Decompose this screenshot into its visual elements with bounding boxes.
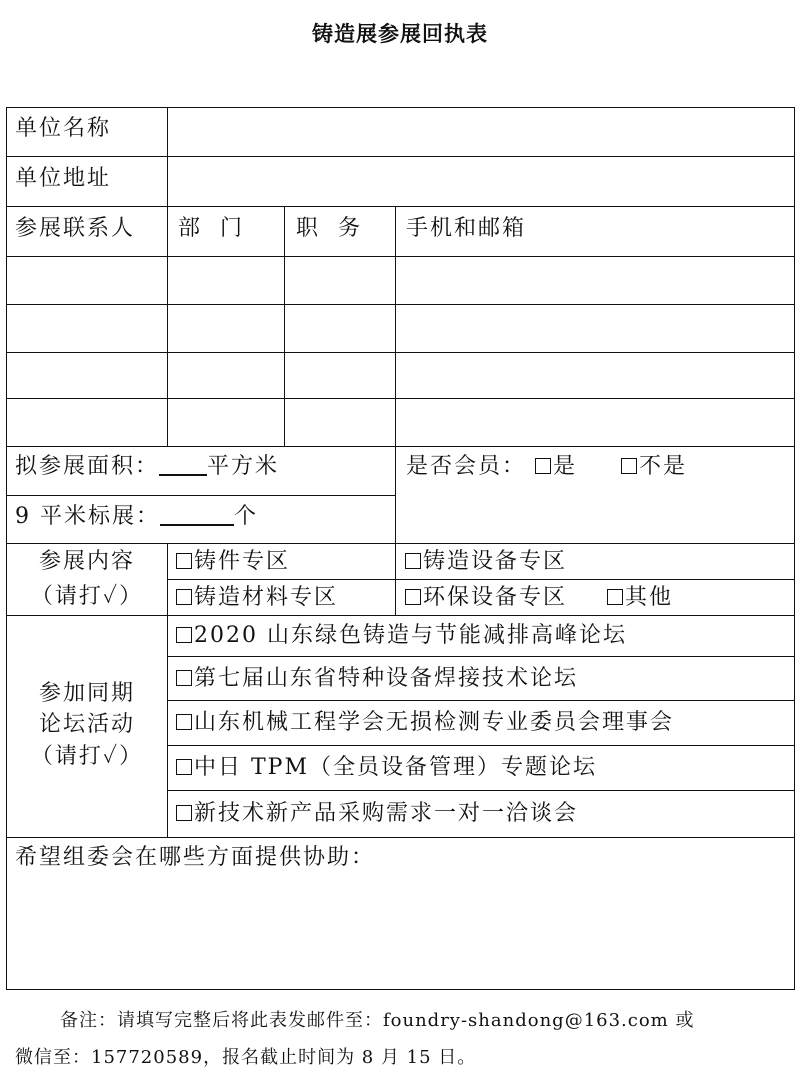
unit-name-label: 单位名称 bbox=[15, 116, 112, 141]
area-row bbox=[15, 454, 279, 480]
booth-unit: 个 bbox=[234, 504, 259, 529]
member-row bbox=[406, 454, 687, 480]
unit-name-field[interactable] bbox=[175, 116, 785, 146]
content-checkbox[interactable] bbox=[405, 589, 421, 605]
forum-option bbox=[176, 755, 597, 781]
area-blank[interactable] bbox=[159, 454, 207, 476]
forum-checkbox[interactable] bbox=[176, 714, 192, 730]
member-label: 是否会员： bbox=[406, 454, 527, 479]
member-yes-checkbox[interactable] bbox=[535, 458, 551, 474]
area-unit: 平方米 bbox=[207, 454, 280, 479]
forum-checkbox[interactable] bbox=[176, 670, 192, 686]
booth-row bbox=[15, 504, 258, 530]
member-no-checkbox[interactable] bbox=[621, 458, 637, 474]
booth-blank[interactable] bbox=[160, 504, 234, 526]
phone-email-header: 手机和邮箱 bbox=[406, 216, 527, 241]
note-line1: 备注：请填写完整后将此表发邮件至：foundry-shandong@163.com 或 bbox=[60, 1010, 695, 1031]
forum-option-label: 2020 山东绿色铸造与节能减排高峰论坛 bbox=[194, 623, 627, 648]
forum-option bbox=[176, 710, 674, 736]
forum-option bbox=[176, 666, 578, 692]
content-option-label: 环保设备专区 bbox=[423, 585, 568, 610]
contact-label: 参展联系人 bbox=[15, 216, 136, 241]
forum-option-label: 新技术新产品采购需求一对一洽谈会 bbox=[194, 801, 579, 826]
member-yes-label: 是 bbox=[553, 454, 578, 479]
content-option-label: 铸造材料专区 bbox=[194, 585, 339, 610]
unit-address-field[interactable] bbox=[175, 166, 785, 196]
booth-label: 9 平米标展： bbox=[15, 504, 160, 529]
content-label-line2: （请打✓） bbox=[30, 584, 144, 609]
contact-cell[interactable] bbox=[8, 258, 165, 302]
forum-label-line1: 参加同期 bbox=[38, 681, 135, 706]
content-option bbox=[176, 549, 290, 575]
content-option bbox=[405, 585, 567, 611]
contact-cell[interactable] bbox=[8, 306, 165, 350]
content-option bbox=[176, 585, 338, 611]
form-title: 铸造展参展回执表 bbox=[312, 21, 488, 46]
content-label-line1: 参展内容 bbox=[38, 549, 135, 574]
contact-cell[interactable] bbox=[8, 400, 165, 444]
forum-checkbox[interactable] bbox=[176, 627, 192, 643]
department-header: 部 门 bbox=[178, 216, 244, 241]
forum-option-label: 第七届山东省特种设备焊接技术论坛 bbox=[194, 666, 579, 691]
assist-field[interactable] bbox=[8, 876, 792, 986]
note-line2: 微信至：157720589，报名截止时间为 8 月 15 日。 bbox=[15, 1047, 477, 1068]
forum-option bbox=[176, 623, 627, 649]
content-checkbox[interactable] bbox=[176, 589, 192, 605]
forum-option bbox=[176, 801, 578, 827]
member-no-label: 不是 bbox=[639, 454, 688, 479]
content-option-label: 铸件专区 bbox=[194, 549, 291, 574]
content-checkbox[interactable] bbox=[176, 553, 192, 569]
position-header: 职 务 bbox=[296, 216, 362, 241]
forum-option-label: 山东机械工程学会无损检测专业委员会理事会 bbox=[194, 710, 675, 735]
content-option-label: 铸造设备专区 bbox=[423, 549, 568, 574]
content-checkbox[interactable] bbox=[405, 553, 421, 569]
forum-label-line2: 论坛活动 bbox=[38, 712, 135, 737]
contact-cell[interactable] bbox=[8, 354, 165, 396]
content-option-label: 其他 bbox=[625, 585, 674, 610]
forum-checkbox[interactable] bbox=[176, 759, 192, 775]
assist-label: 希望组委会在哪些方面提供协助： bbox=[15, 845, 376, 870]
content-option bbox=[607, 585, 673, 611]
forum-option-label: 中日 TPM（全员设备管理）专题论坛 bbox=[194, 755, 597, 780]
unit-address-label: 单位地址 bbox=[15, 166, 112, 191]
area-label: 拟参展面积： bbox=[15, 454, 160, 479]
forum-label-line3: （请打✓） bbox=[30, 744, 144, 769]
content-checkbox[interactable] bbox=[607, 589, 623, 605]
content-option bbox=[405, 549, 567, 575]
forum-checkbox[interactable] bbox=[176, 805, 192, 821]
